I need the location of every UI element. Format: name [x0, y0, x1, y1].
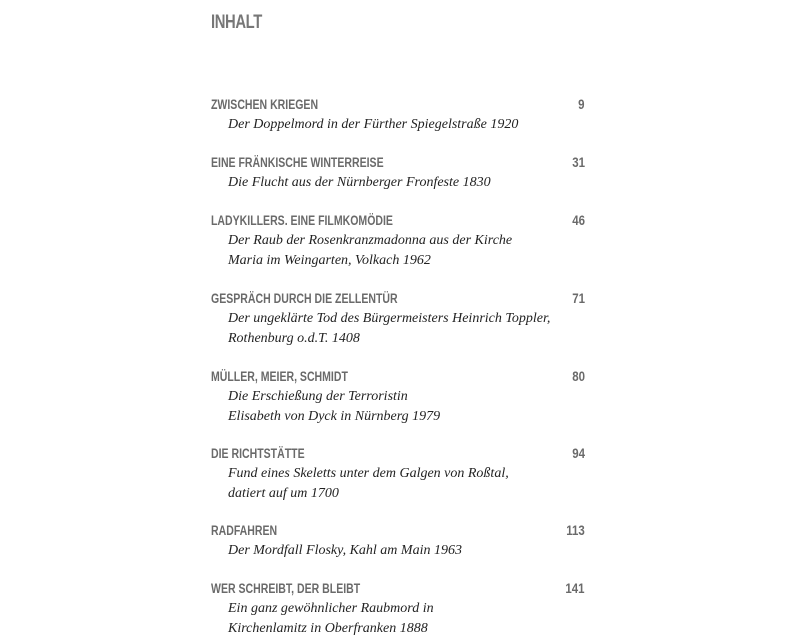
- toc-entry-subtitle: [228, 231, 585, 270]
- toc-entry-title: EINE FRÄNKISCHE WINTERREISE: [211, 155, 384, 170]
- toc-entry-page-number: 31: [572, 155, 585, 170]
- toc-entry-subtitle: [228, 464, 585, 503]
- toc-entry-title: ZWISCHEN KRIEGEN: [211, 97, 319, 112]
- toc-entry-page-number: 46: [572, 213, 585, 228]
- toc-entry-subtitle: [228, 387, 585, 426]
- toc-entry: [211, 368, 585, 426]
- toc-entry-title: WER SCHREIBT, DER BLEIBT: [211, 581, 361, 596]
- toc-entry-subtitle: [228, 173, 585, 193]
- toc-entry-page-number: 113: [566, 523, 585, 538]
- toc-entry-page-number: 71: [572, 291, 585, 306]
- toc-entry-page-number: 94: [572, 446, 585, 461]
- toc-entry-title: MÜLLER, MEIER, SCHMIDT: [211, 369, 348, 384]
- toc-entry-subtitle-line: Der Raub der Rosenkranzmadonna aus der Kirche: [228, 233, 513, 248]
- toc-entry-subtitle-line: Der Mordfall Flosky, Kahl am Main 1963: [228, 543, 462, 558]
- toc-entry-page-number: 141: [565, 581, 585, 596]
- toc-entry: [211, 522, 585, 561]
- toc-entry-page-number: 9: [578, 97, 585, 112]
- toc-entry-subtitle: [228, 599, 585, 638]
- toc-entry: [211, 154, 585, 193]
- toc-entry-subtitle-line: Maria im Weingarten, Volkach 1962: [228, 252, 431, 268]
- toc-entry: [211, 580, 585, 638]
- toc-entry: [211, 290, 585, 348]
- toc-entry-subtitle: [228, 541, 585, 561]
- toc-entry-subtitle-line: Der ungeklärte Tod des Bürgermeisters Heinrich Toppler,: [228, 311, 551, 326]
- page-title: INHALT: [211, 12, 262, 33]
- toc-entry-subtitle-line: Fund eines Skeletts unter dem Galgen von Roßtal,: [228, 466, 509, 481]
- toc-entry-subtitle-line: Kirchenlamitz in Oberfranken 1888: [228, 620, 428, 636]
- toc-entry-subtitle: [228, 115, 585, 135]
- toc-entry-title: DIE RICHTSTÄTTE: [211, 446, 305, 461]
- toc-entry: [211, 445, 585, 503]
- toc-entry: [211, 96, 585, 135]
- toc-entry-title: RADFAHREN: [211, 523, 278, 538]
- toc-entry-page-number: 80: [572, 369, 585, 384]
- toc-entry-subtitle-line: Die Flucht aus der Nürnberger Fronfeste 1830: [228, 175, 491, 190]
- toc-entry-subtitle-line: datiert auf um 1700: [228, 485, 339, 501]
- toc-entry-subtitle-line: Rothenburg o.d.T. 1408: [228, 330, 360, 346]
- toc-entry-subtitle-line: Die Erschießung der Terroristin: [228, 389, 408, 404]
- toc-entry: [211, 212, 585, 270]
- toc-entry-title: GESPRÄCH DURCH DIE ZELLENTÜR: [211, 291, 398, 306]
- toc-entry-subtitle-line: Ein ganz gewöhnlicher Raubmord in: [228, 601, 434, 616]
- toc-entry-subtitle: [228, 309, 585, 348]
- toc-entry-subtitle-line: Der Doppelmord in der Fürther Spiegelstraße 1920: [228, 117, 519, 132]
- toc-entry-title: LADYKILLERS. EINE FILMKOMÖDIE: [211, 213, 393, 228]
- toc-entry-subtitle-line: Elisabeth von Dyck in Nürnberg 1979: [228, 408, 441, 424]
